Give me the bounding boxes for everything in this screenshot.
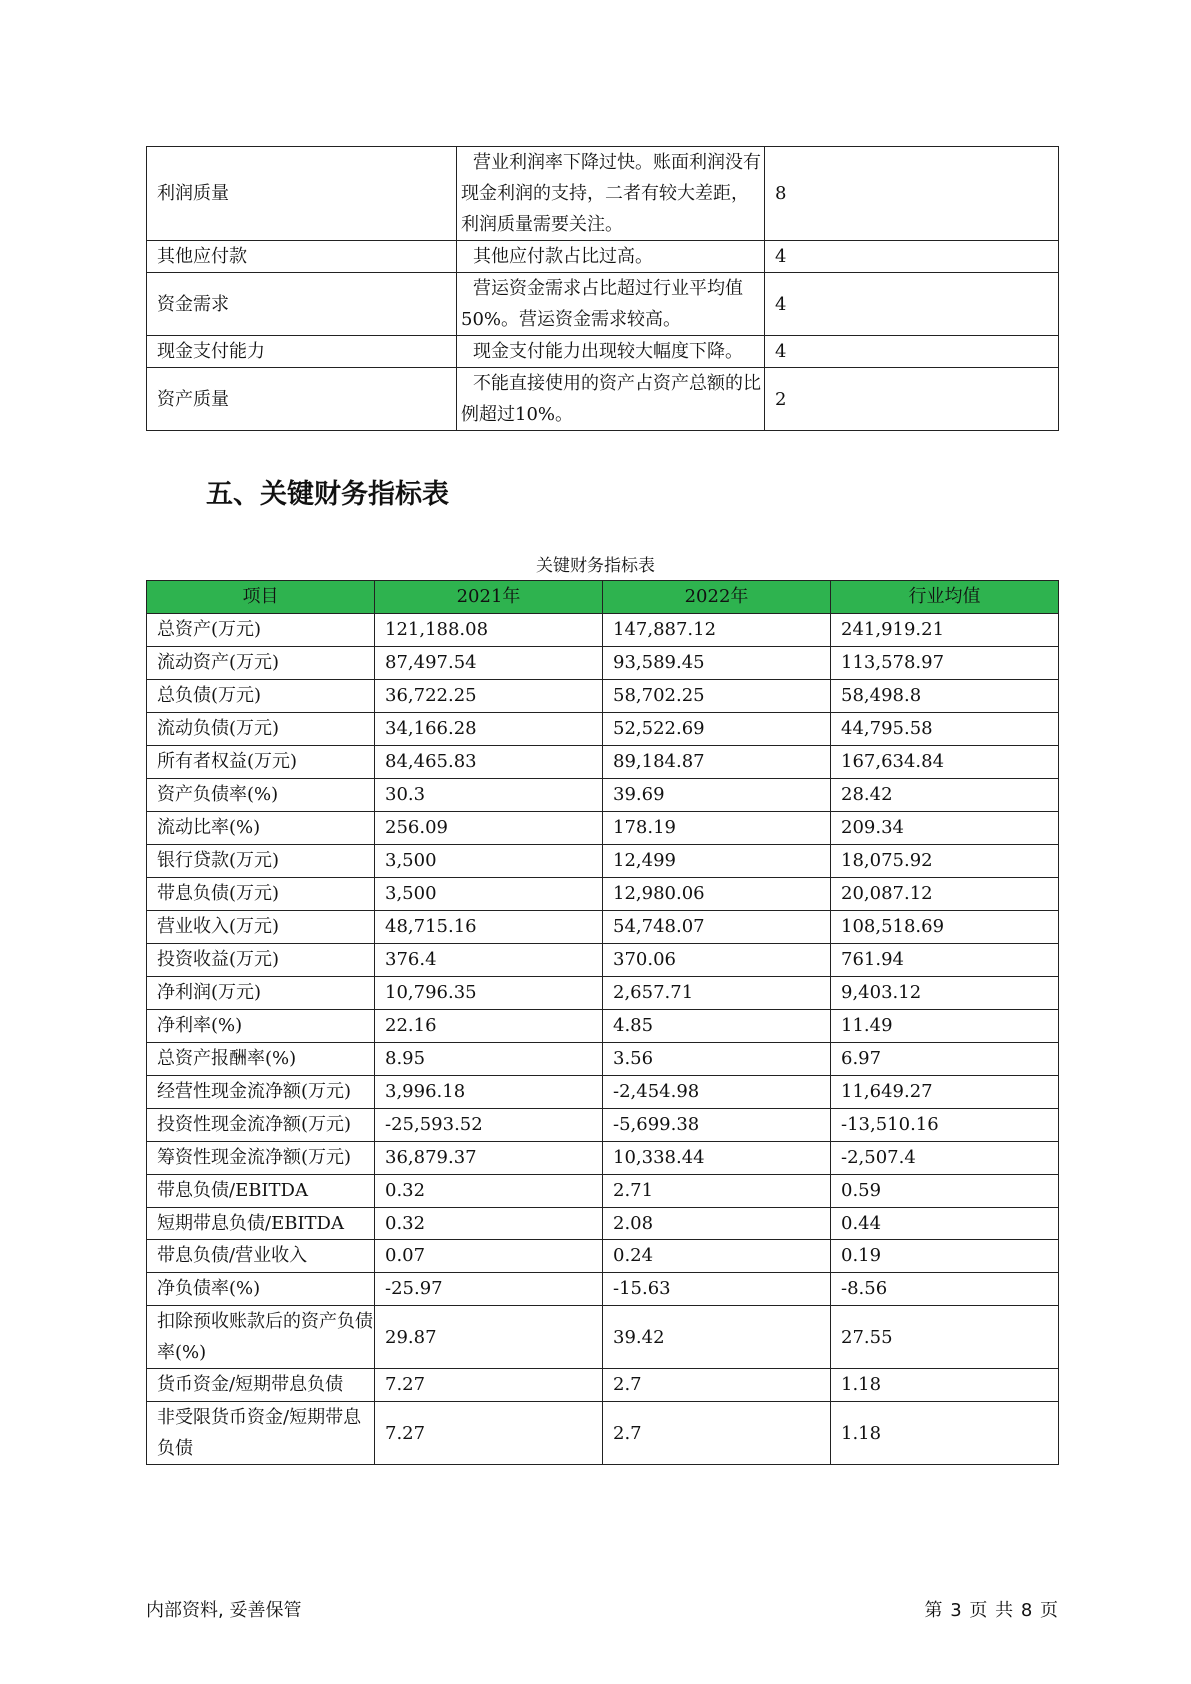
risk-description: 营运资金需求占比超过行业平均值50%。营运资金需求较高。 (457, 273, 765, 336)
kpi-2022: 4.85 (603, 1010, 831, 1043)
kpi-2022: 93,589.45 (603, 647, 831, 680)
kpi-2021: 34,166.28 (375, 713, 603, 746)
kpi-2022: -15.63 (603, 1273, 831, 1306)
kpi-row (147, 878, 1059, 911)
kpi-header-row (147, 581, 1059, 614)
kpi-row (147, 746, 1059, 779)
kpi-2021: 22.16 (375, 1010, 603, 1043)
kpi-item: 营业收入(万元) (147, 911, 375, 944)
kpi-2021: 121,188.08 (375, 614, 603, 647)
kpi-item: 扣除预收账款后的资产负债率(%) (147, 1306, 375, 1369)
kpi-2021: 29.87 (375, 1306, 603, 1369)
kpi-2021: -25,593.52 (375, 1109, 603, 1142)
kpi-row (147, 1010, 1059, 1043)
kpi-2022: 52,522.69 (603, 713, 831, 746)
kpi-item: 资产负债率(%) (147, 779, 375, 812)
kpi-2022: 3.56 (603, 1043, 831, 1076)
kpi-item: 净利率(%) (147, 1010, 375, 1043)
kpi-industry-avg: 58,498.8 (831, 680, 1059, 713)
kpi-2021: 0.32 (375, 1208, 603, 1240)
header-item: 项目 (147, 581, 375, 614)
kpi-industry-avg: 28.42 (831, 779, 1059, 812)
kpi-2022: 147,887.12 (603, 614, 831, 647)
kpi-item: 筹资性现金流净额(万元) (147, 1142, 375, 1175)
kpi-2022: 10,338.44 (603, 1142, 831, 1175)
kpi-industry-avg: 20,087.12 (831, 878, 1059, 911)
kpi-2021: 87,497.54 (375, 647, 603, 680)
kpi-item: 流动比率(%) (147, 812, 375, 845)
risk-item: 资金需求 (147, 273, 457, 336)
kpi-row (147, 1109, 1059, 1142)
risk-score: 4 (765, 273, 1059, 336)
risk-description: 其他应付款占比过高。 (457, 241, 765, 273)
risk-row (147, 241, 1059, 273)
risk-score: 8 (765, 147, 1059, 241)
kpi-industry-avg: 0.59 (831, 1175, 1059, 1208)
kpi-2021: 36,722.25 (375, 680, 603, 713)
kpi-row (147, 977, 1059, 1010)
risk-row (147, 147, 1059, 241)
kpi-row (147, 1402, 1059, 1465)
kpi-item: 所有者权益(万元) (147, 746, 375, 779)
kpi-industry-avg: 241,919.21 (831, 614, 1059, 647)
header-industry-avg: 行业均值 (831, 581, 1059, 614)
kpi-2022: 2.7 (603, 1402, 831, 1465)
kpi-row (147, 647, 1059, 680)
kpi-item: 流动负债(万元) (147, 713, 375, 746)
header-2022: 2022年 (603, 581, 831, 614)
kpi-item: 流动资产(万元) (147, 647, 375, 680)
kpi-row (147, 1208, 1059, 1240)
kpi-item: 货币资金/短期带息负债 (147, 1369, 375, 1402)
kpi-industry-avg: -13,510.16 (831, 1109, 1059, 1142)
kpi-row (147, 1240, 1059, 1273)
kpi-2021: 36,879.37 (375, 1142, 603, 1175)
kpi-row (147, 614, 1059, 647)
kpi-2021: 0.32 (375, 1175, 603, 1208)
kpi-2022: 58,702.25 (603, 680, 831, 713)
kpi-row (147, 812, 1059, 845)
kpi-industry-avg: 44,795.58 (831, 713, 1059, 746)
kpi-industry-avg: 1.18 (831, 1402, 1059, 1465)
risk-table (146, 146, 1059, 431)
kpi-row (147, 1043, 1059, 1076)
kpi-item: 银行贷款(万元) (147, 845, 375, 878)
kpi-row (147, 1369, 1059, 1402)
kpi-row (147, 1142, 1059, 1175)
kpi-industry-avg: 18,075.92 (831, 845, 1059, 878)
kpi-2021: 376.4 (375, 944, 603, 977)
risk-description: 不能直接使用的资产占资产总额的比例超过10%。 (457, 368, 765, 431)
kpi-2022: 2,657.71 (603, 977, 831, 1010)
kpi-industry-avg: 0.44 (831, 1208, 1059, 1240)
kpi-2021: 84,465.83 (375, 746, 603, 779)
kpi-item: 总资产报酬率(%) (147, 1043, 375, 1076)
risk-item: 利润质量 (147, 147, 457, 241)
risk-score: 4 (765, 336, 1059, 368)
kpi-industry-avg: 108,518.69 (831, 911, 1059, 944)
kpi-2021: 3,500 (375, 878, 603, 911)
risk-score: 2 (765, 368, 1059, 431)
kpi-industry-avg: 27.55 (831, 1306, 1059, 1369)
kpi-row (147, 845, 1059, 878)
section-heading: 五、关键财务指标表 (206, 479, 449, 510)
risk-row (147, 368, 1059, 431)
kpi-2022: 39.42 (603, 1306, 831, 1369)
kpi-item: 净利润(万元) (147, 977, 375, 1010)
kpi-item: 带息负债(万元) (147, 878, 375, 911)
kpi-item: 投资性现金流净额(万元) (147, 1109, 375, 1142)
page-number: 第 3 页 共 8 页 (924, 1600, 1058, 1621)
kpi-row (147, 944, 1059, 977)
kpi-industry-avg: -2,507.4 (831, 1142, 1059, 1175)
kpi-2022: 178.19 (603, 812, 831, 845)
kpi-row (147, 1175, 1059, 1208)
kpi-2022: -5,699.38 (603, 1109, 831, 1142)
kpi-item: 总资产(万元) (147, 614, 375, 647)
kpi-item: 非受限货币资金/短期带息负债 (147, 1402, 375, 1465)
kpi-2021: 3,996.18 (375, 1076, 603, 1109)
kpi-item: 总负债(万元) (147, 680, 375, 713)
kpi-2021: 3,500 (375, 845, 603, 878)
kpi-2022: 2.08 (603, 1208, 831, 1240)
kpi-industry-avg: 11,649.27 (831, 1076, 1059, 1109)
kpi-industry-avg: -8.56 (831, 1273, 1059, 1306)
risk-row (147, 273, 1059, 336)
kpi-item: 带息负债/EBITDA (147, 1175, 375, 1208)
kpi-industry-avg: 113,578.97 (831, 647, 1059, 680)
kpi-row (147, 779, 1059, 812)
kpi-2021: 8.95 (375, 1043, 603, 1076)
kpi-2021: 10,796.35 (375, 977, 603, 1010)
risk-description: 现金支付能力出现较大幅度下降。 (457, 336, 765, 368)
kpi-2021: 48,715.16 (375, 911, 603, 944)
kpi-item: 净负债率(%) (147, 1273, 375, 1306)
kpi-row (147, 1306, 1059, 1369)
kpi-2022: 89,184.87 (603, 746, 831, 779)
kpi-row (147, 1076, 1059, 1109)
kpi-row (147, 713, 1059, 746)
risk-score: 4 (765, 241, 1059, 273)
kpi-table (146, 580, 1059, 1465)
kpi-industry-avg: 6.97 (831, 1043, 1059, 1076)
header-2021: 2021年 (375, 581, 603, 614)
risk-item: 现金支付能力 (147, 336, 457, 368)
kpi-industry-avg: 167,634.84 (831, 746, 1059, 779)
kpi-2022: 12,980.06 (603, 878, 831, 911)
kpi-industry-avg: 11.49 (831, 1010, 1059, 1043)
kpi-2022: 0.24 (603, 1240, 831, 1273)
kpi-2021: 30.3 (375, 779, 603, 812)
kpi-item: 投资收益(万元) (147, 944, 375, 977)
kpi-row (147, 1273, 1059, 1306)
kpi-row (147, 680, 1059, 713)
kpi-item: 带息负债/营业收入 (147, 1240, 375, 1273)
kpi-industry-avg: 761.94 (831, 944, 1059, 977)
kpi-2022: -2,454.98 (603, 1076, 831, 1109)
kpi-2021: -25.97 (375, 1273, 603, 1306)
kpi-industry-avg: 1.18 (831, 1369, 1059, 1402)
kpi-2021: 256.09 (375, 812, 603, 845)
kpi-row (147, 911, 1059, 944)
kpi-2022: 54,748.07 (603, 911, 831, 944)
kpi-industry-avg: 209.34 (831, 812, 1059, 845)
kpi-industry-avg: 9,403.12 (831, 977, 1059, 1010)
footer-confidential: 内部资料, 妥善保管 (146, 1600, 302, 1621)
kpi-2021: 0.07 (375, 1240, 603, 1273)
kpi-industry-avg: 0.19 (831, 1240, 1059, 1273)
kpi-item: 短期带息负债/EBITDA (147, 1208, 375, 1240)
kpi-2021: 7.27 (375, 1369, 603, 1402)
kpi-2022: 370.06 (603, 944, 831, 977)
table-caption: 关键财务指标表 (536, 556, 655, 576)
kpi-2022: 2.7 (603, 1369, 831, 1402)
kpi-2022: 2.71 (603, 1175, 831, 1208)
kpi-2022: 12,499 (603, 845, 831, 878)
risk-item: 其他应付款 (147, 241, 457, 273)
risk-description: 营业利润率下降过快。账面利润没有现金利润的支持，二者有较大差距，利润质量需要关注。 (457, 147, 765, 241)
risk-row (147, 336, 1059, 368)
kpi-2022: 39.69 (603, 779, 831, 812)
kpi-item: 经营性现金流净额(万元) (147, 1076, 375, 1109)
kpi-2021: 7.27 (375, 1402, 603, 1465)
risk-item: 资产质量 (147, 368, 457, 431)
